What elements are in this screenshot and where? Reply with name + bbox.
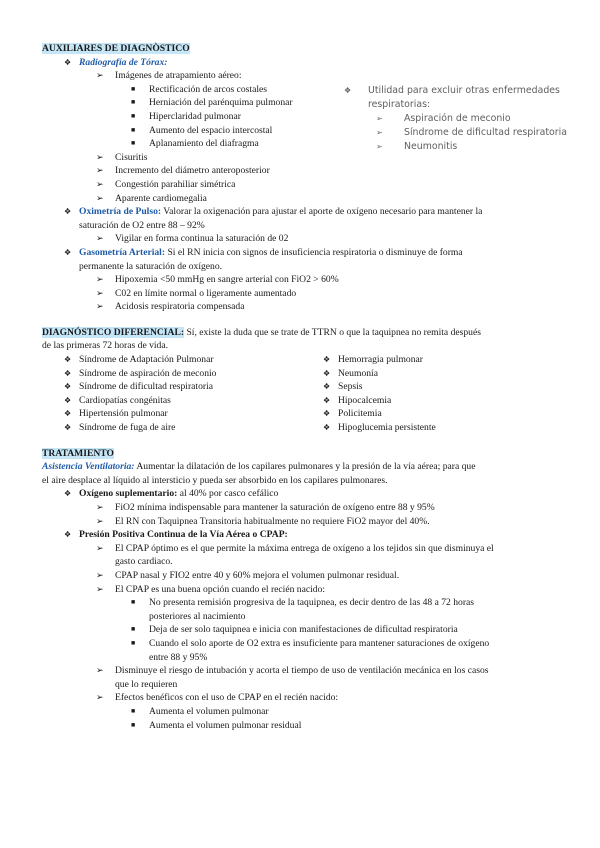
diamond-bullet-icon: ❖ — [64, 57, 72, 67]
arrow-bullet-icon: ➢ — [96, 233, 104, 244]
arrow-bullet-icon: ➢ — [96, 502, 104, 512]
list-item: ❖ Gasometría Arterial: Si el RN inicia con signos de insuficiencia respiratoria o disminuye de forma — [64, 246, 463, 258]
diamond-bullet-icon: ❖ — [64, 489, 72, 499]
av-paragraph: Asistencia Ventilatoria: Aumentar la dilatación de los capilares pulmonares y la presión de la vía aérea; para que — [42, 461, 476, 473]
arrow-bullet-icon: ➢ — [96, 542, 104, 553]
list-item: ➢ El CPAP es una buena opción cuando el recién nacido: — [96, 583, 326, 595]
list-item: ➢ Vigilar en forma continua la saturación de 02 — [96, 233, 289, 245]
list-item: ❖ Sepsis — [323, 381, 363, 393]
list-item: ➢ Disminuye el riesgo de intubación y acorta el tiempo de uso de ventilación mecánica en los casos — [96, 665, 489, 677]
diamond-bullet-icon: ❖ — [64, 368, 72, 378]
arrow-bullet-icon: ➢ — [96, 178, 104, 189]
arrow-bullet-icon: ➢ — [376, 142, 383, 151]
square-bullet-icon: ■ — [131, 125, 136, 134]
list-item: ➢ C02 en límite normal o ligeramente aumentado — [96, 287, 297, 299]
arrow-bullet-icon: ➢ — [96, 583, 104, 594]
square-bullet-icon: ■ — [131, 84, 136, 93]
square-bullet-icon: ■ — [131, 625, 136, 634]
list-item: ➢ Hipoxemia <50 mmHg en sangre arterial con FiO2 > 60% — [96, 274, 339, 286]
list-item: ■ Deja de ser solo taquipnea e inicia con manifestaciones de dificultad respiratoria — [131, 624, 458, 636]
list-item: ■ Aumenta el volumen pulmonar residual — [131, 719, 302, 731]
square-bullet-icon: ■ — [131, 638, 136, 647]
diamond-bullet-icon: ❖ — [64, 395, 72, 405]
list-item: ❖ Síndrome de fuga de aire — [64, 422, 176, 434]
arrow-bullet-icon: ➢ — [96, 301, 104, 312]
diamond-bullet-icon: ❖ — [323, 409, 331, 419]
arrow-bullet-icon: ➢ — [96, 692, 104, 703]
diamond-bullet-icon: ❖ — [64, 423, 72, 433]
document-page: AUXILIARES DE DIAGNÒSTICO ❖ Radiografía de Tórax: ➢ Imágenes de atrapamiento aéreo: ■ Rectificación de arcos costales ■ Herniación del parénquima pulmonar ■ Hiperclaridad pulmonar ■ Aumento del espacio intercostal ■ Aplanamiento del diafragma ➢ Cisuritis ➢ Incremento del diámetro anteroposterior ➢ Congestión parahiliar simétrica ➢ Aparente cardiomegalia ❖ Oximetría de Pulso: Valorar la oxigenación para ajustar el aporte de oxígeno necesario para mantener la saturación de O2 entre 88 – 92% ➢ Vigilar en forma continua la saturación de 02 ❖ Gasometría Arterial: Si el RN inicia con signos de insuficiencia respiratoria o disminuye de forma permanente la saturación de oxígeno. ➢ Hipoxemia <50 mmHg en sangre arterial con FiO2 > 60% ➢ C02 en límite normal o ligeramente aumentado ➢ Acidosis respiratoria compensada DIAGNÓSTICO DIFERENCIAL: Sí, existe la duda que se trate de TTRN o que la taquipnea no remita después de las primeras 72 horas de vida. ❖ Síndrome de Adaptación Pulmonar ❖ Síndrome de aspiración de meconio ❖ Síndrome de dificultad respiratoria ❖ Cardiopatías congénitas ❖ Hipertensión pulmonar ❖ Síndrome de fuga de aire ❖ Hemorragia pulmonar ❖ Neumonía ❖ Sepsis ❖ Hipocalcemia ❖ Policitemia ❖ Hipoglucemia persistente TRATAMIENTO Asistencia Ventilatoria: Aumentar la dilatación de los capilares pulmonares y la presión de la vía aérea; para que el aire desplace al líquido al intersticio y pueda ser absorbido en los capilares pulmonares. ❖ Oxígeno suplementario: al 40% por casco cefálico ➢ FiO2 mínima indispensable para mantener la saturación de oxígeno entre 88 y 95% ➢ El RN con Taquipnea Transitoria habitualmente no requiere FiO2 mayor del 40%. ❖ Presión Positiva Continua de la Vía Aérea o CPAP: ➢ El CPAP óptimo es el que permite la máxima entrega de oxígeno a los tejidos sin que disminuya el gasto cardiaco. ➢ CPAP nasal y FIO2 entre 40 y 60% mejora el volumen pulmonar residual. ➢ El CPAP es una buena opción cuando el recién nacido: ■ No presenta remisión progresiva de la taquipnea, es decir dentro de las 48 a 72 horas posteriores al nacimiento ■ Deja de ser solo taquipnea e inicia con manifestaciones de dificultad respiratoria ■ Cuando el solo aporte de O2 extra es insuficiente para mantener saturaciones de oxígeno entre 88 y 95% ➢ Disminuye el riesgo de intubación y acorta el tiempo de uso de ventilación mecánica en los casos que lo requieren ➢ Efectos benéficos con el uso de CPAP en el recién nacido: ■ Aumenta el volumen pulmonar ■ Aumenta el volumen pulmonar residual — [42, 42, 560, 732]
list-item: ➢ Aspiración de meconio — [376, 113, 511, 124]
list-item: ➢ CPAP nasal y FIO2 entre 40 y 60% mejora el volumen pulmonar residual. — [96, 569, 400, 581]
arrow-bullet-icon: ➢ — [96, 165, 104, 176]
arrow-bullet-icon: ➢ — [96, 151, 104, 162]
list-item: ❖ Radiografía de Tórax: — [64, 56, 168, 68]
inset-image-text: ❖ Utilidad para excluir otras enfermedades respiratorias: ➢ Aspiración de meconio ➢ Síndrome de dificultad respiratoria ➢ Neumonitis — [344, 84, 574, 154]
list-item: ❖ Hipoglucemia persistente — [323, 422, 436, 434]
list-item: ❖ Presión Positiva Continua de la Vía Aérea o CPAP: — [64, 529, 288, 541]
list-item: ■ Herniación del parénquima pulmonar — [131, 97, 293, 109]
diamond-bullet-icon: ❖ — [323, 368, 331, 378]
list-item: ➢ Acidosis respiratoria compensada — [96, 301, 245, 313]
list-item: ❖ Policitemia — [323, 408, 382, 420]
list-item: ■ Cuando el solo aporte de O2 extra es insuficiente para mantener saturaciones de oxígeno — [131, 637, 490, 649]
section-title-auxiliares: AUXILIARES DE DIAGNÒSTICO — [42, 43, 190, 54]
square-bullet-icon: ■ — [131, 111, 136, 120]
list-item: ➢ El RN con Taquipnea Transitoria habitualmente no requiere FiO2 mayor del 40%. — [96, 515, 430, 527]
arrow-bullet-icon: ➢ — [96, 287, 104, 298]
dd-paragraph: DIAGNÓSTICO DIFERENCIAL: Sí, existe la duda que se trate de TTRN o que la taquipnea no remita después — [42, 326, 481, 338]
list-item: ❖ Hipertensión pulmonar — [64, 408, 168, 420]
square-bullet-icon: ■ — [131, 139, 136, 148]
square-bullet-icon: ■ — [131, 98, 136, 107]
diamond-bullet-icon: ❖ — [64, 207, 72, 217]
list-item: ❖ Hemorragia pulmonar — [323, 354, 423, 366]
arrow-bullet-icon: ➢ — [96, 515, 104, 526]
arrow-bullet-icon: ➢ — [376, 114, 383, 123]
list-item: ❖ Neumonía — [323, 367, 378, 379]
diamond-bullet-icon: ❖ — [64, 247, 72, 257]
section-title-tratamiento: TRATAMIENTO — [42, 447, 114, 459]
list-item: ➢ Cisuritis — [96, 151, 148, 163]
arrow-bullet-icon: ➢ — [96, 192, 104, 203]
diamond-bullet-icon: ❖ — [64, 382, 72, 392]
section-title-diagnostico-diferencial: DIAGNÓSTICO DIFERENCIAL: — [42, 326, 185, 338]
list-item: ❖ Hipocalcemia — [323, 394, 392, 406]
diamond-bullet-icon: ❖ — [64, 530, 72, 540]
diamond-bullet-icon: ❖ — [344, 86, 352, 95]
diamond-bullet-icon: ❖ — [64, 355, 72, 365]
list-item: ➢ Congestión parahiliar simétrica — [96, 178, 236, 190]
list-item: ■ Hiperclaridad pulmonar — [131, 110, 241, 122]
dd-list — [42, 353, 560, 435]
diamond-bullet-icon: ❖ — [64, 409, 72, 419]
arrow-bullet-icon: ➢ — [96, 70, 104, 81]
square-bullet-icon: ■ — [131, 720, 136, 729]
diamond-bullet-icon: ❖ — [323, 382, 331, 392]
list-item: ➢ Aparente cardiomegalia — [96, 192, 207, 204]
list-item: ➢ Incremento del diámetro anteroposterior — [96, 165, 270, 177]
list-item: ■ Aplanamiento del diafragma — [131, 138, 259, 150]
square-bullet-icon: ■ — [131, 706, 136, 715]
list-item: ❖ Oximetría de Pulso: Valorar la oxigenación para ajustar el aporte de oxígeno necesario para mantener la — [64, 206, 483, 218]
arrow-bullet-icon: ➢ — [96, 274, 104, 285]
list-item: ➢ Síndrome de dificultad respiratoria — [376, 127, 567, 138]
arrow-bullet-icon: ➢ — [96, 665, 104, 676]
list-item: ■ Aumenta el volumen pulmonar — [131, 705, 269, 717]
list-item: ➢ Imágenes de atrapamiento aéreo: — [96, 70, 242, 82]
list-item: ❖ Oxígeno suplementario: al 40% por casco cefálico — [64, 488, 279, 500]
square-bullet-icon: ■ — [131, 598, 136, 607]
list-item: ➢ Efectos benéficos con el uso de CPAP en el recién nacido: — [96, 692, 339, 704]
diamond-bullet-icon: ❖ — [323, 395, 331, 405]
diamond-bullet-icon: ❖ — [323, 355, 331, 365]
list-item: ➢ FiO2 mínima indispensable para mantener la saturación de oxígeno entre 88 y 95% — [96, 502, 435, 513]
list-item: ■ No presenta remisión progresiva de la taquipnea, es decir dentro de las 48 a 72 horas — [131, 597, 475, 609]
list-item: ■ Aumento del espacio intercostal — [131, 124, 273, 136]
list-item: ❖ Síndrome de Adaptación Pulmonar — [64, 354, 214, 366]
list-item: ➢ Neumonitis — [376, 141, 458, 152]
list-item: ■ Rectificación de arcos costales — [131, 83, 268, 95]
list-item: ➢ El CPAP óptimo es el que permite la máxima entrega de oxígeno a los tejidos sin que disminuya el — [96, 542, 494, 554]
diamond-bullet-icon: ❖ — [323, 423, 331, 433]
arrow-bullet-icon: ➢ — [96, 569, 104, 580]
list-item: ❖ Síndrome de aspiración de meconio — [64, 367, 217, 379]
list-item: ❖ Cardiopatías congénitas — [64, 394, 171, 406]
list-item: ❖ Síndrome de dificultad respiratoria — [64, 381, 214, 393]
arrow-bullet-icon: ➢ — [376, 128, 383, 137]
